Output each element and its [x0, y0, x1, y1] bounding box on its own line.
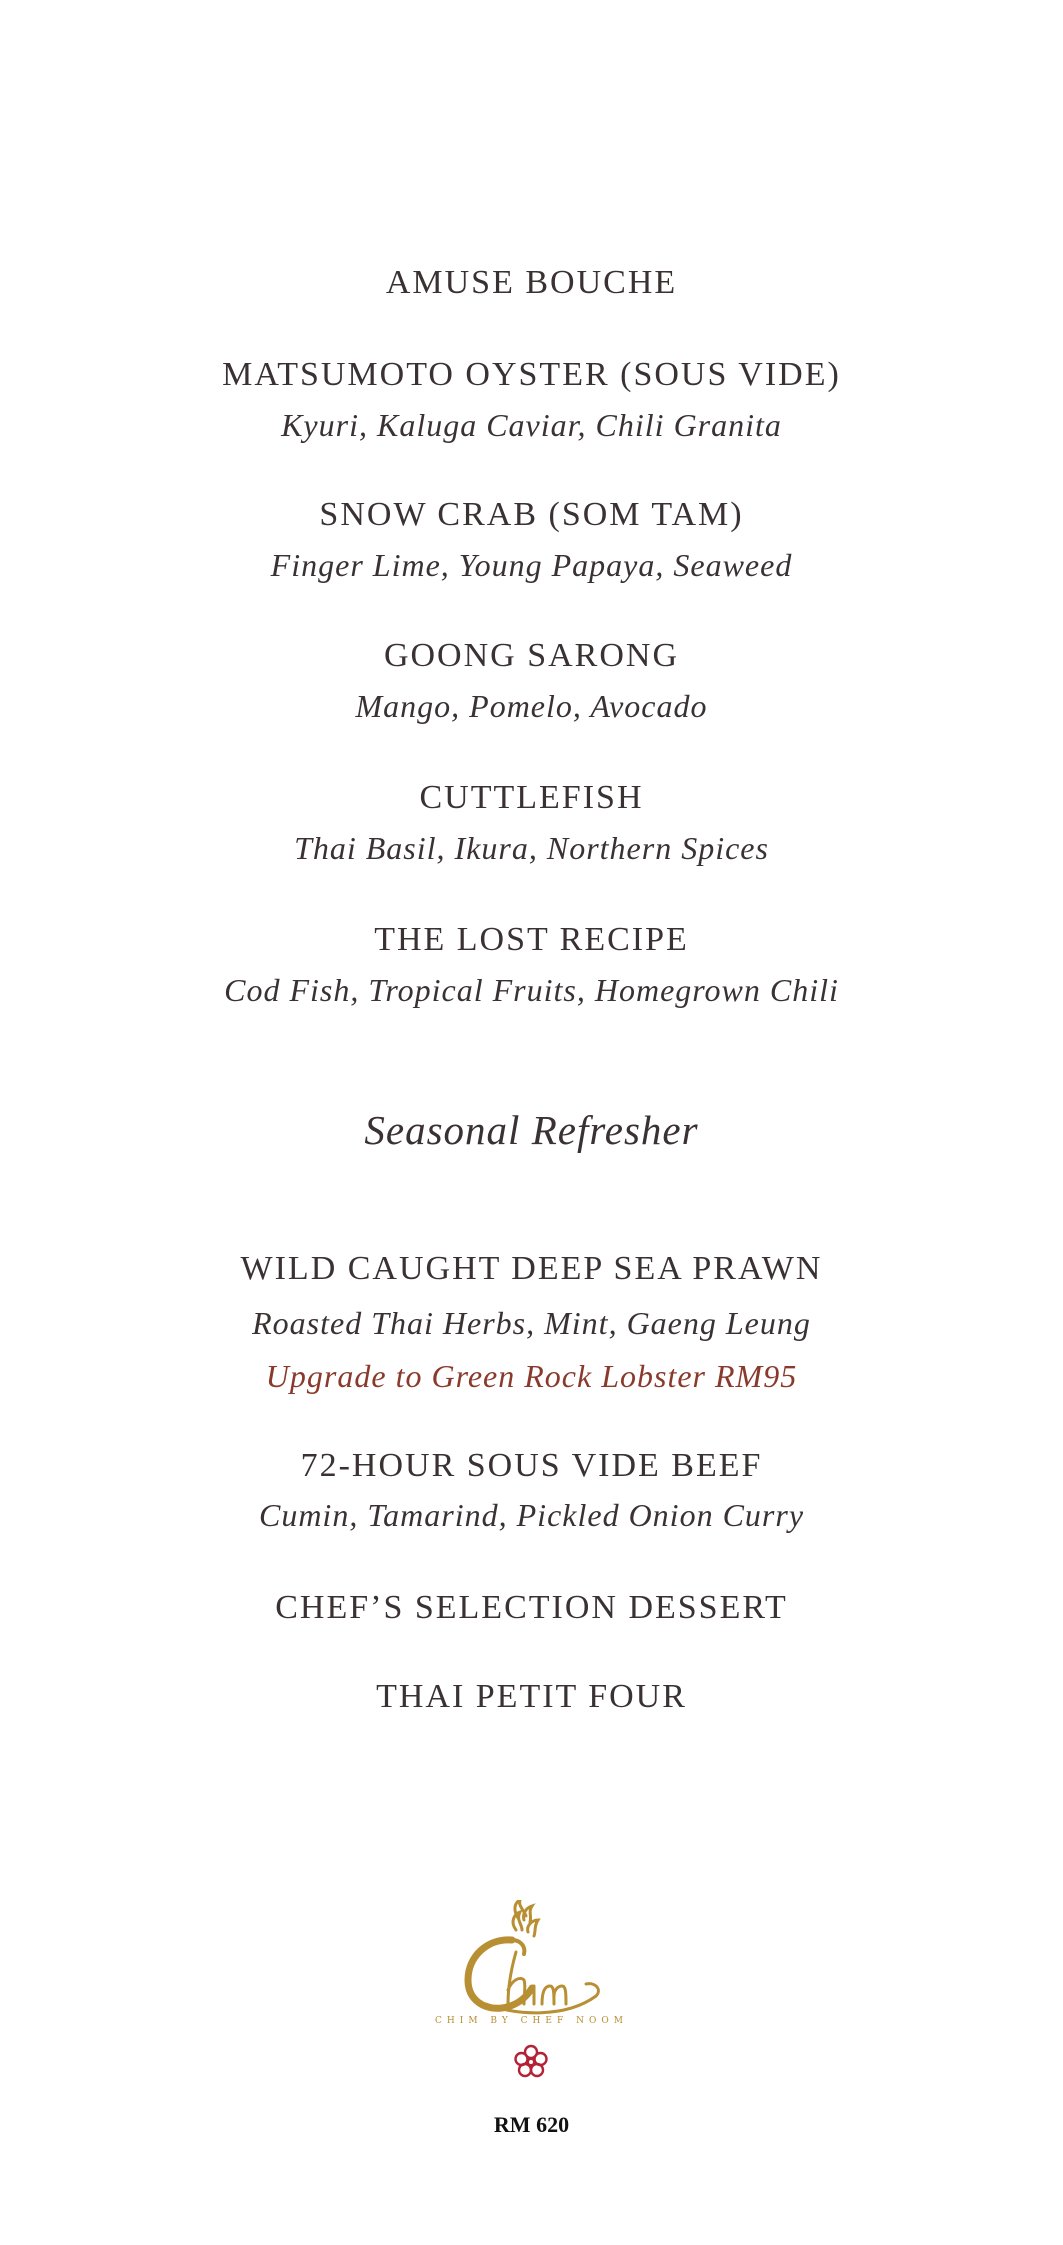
course-petit-four-name: THAI PETIT FOUR	[376, 1678, 687, 1715]
course-crab-desc: Finger Lime, Young Papaya, Seaweed	[270, 547, 793, 583]
course-cuttlefish-name: CUTTLEFISH	[419, 779, 644, 816]
logo-tagline: CHIM BY CHEF NOOM	[435, 2016, 628, 2026]
course-prawn-upgrade: Upgrade to Green Rock Lobster RM95	[265, 1358, 798, 1394]
menu-price: RM 620	[493, 2112, 570, 2137]
course-beef-desc: Cumin, Tamarind, Pickled Onion Curry	[258, 1497, 805, 1533]
chim-logo	[446, 1900, 616, 2035]
course-seasonal-refresher: Seasonal Refresher	[364, 1107, 699, 1153]
course-goong-desc: Mango, Pomelo, Avocado	[355, 688, 708, 724]
course-prawn-name: WILD CAUGHT DEEP SEA PRAWN	[240, 1250, 823, 1287]
course-amuse-bouche: AMUSE BOUCHE	[385, 264, 678, 301]
course-crab-name: SNOW CRAB (SOM TAM)	[319, 496, 744, 533]
course-goong-name: GOONG SARONG	[383, 637, 680, 674]
course-lost-recipe-desc: Cod Fish, Tropical Fruits, Homegrown Chili	[224, 972, 839, 1008]
course-lost-recipe-name: THE LOST RECIPE	[374, 921, 689, 958]
course-cuttlefish-desc: Thai Basil, Ikura, Northern Spices	[294, 830, 769, 866]
course-dessert-name: CHEF’S SELECTION DESSERT	[275, 1589, 788, 1626]
course-oyster-name: MATSUMOTO OYSTER (SOUS VIDE)	[222, 356, 841, 393]
course-beef-name: 72-HOUR SOUS VIDE BEEF	[300, 1447, 763, 1484]
course-prawn-desc: Roasted Thai Herbs, Mint, Gaeng Leung	[252, 1305, 811, 1341]
michelin-star-icon	[512, 2043, 550, 2081]
course-oyster-desc: Kyuri, Kaluga Caviar, Chili Granita	[281, 407, 782, 443]
